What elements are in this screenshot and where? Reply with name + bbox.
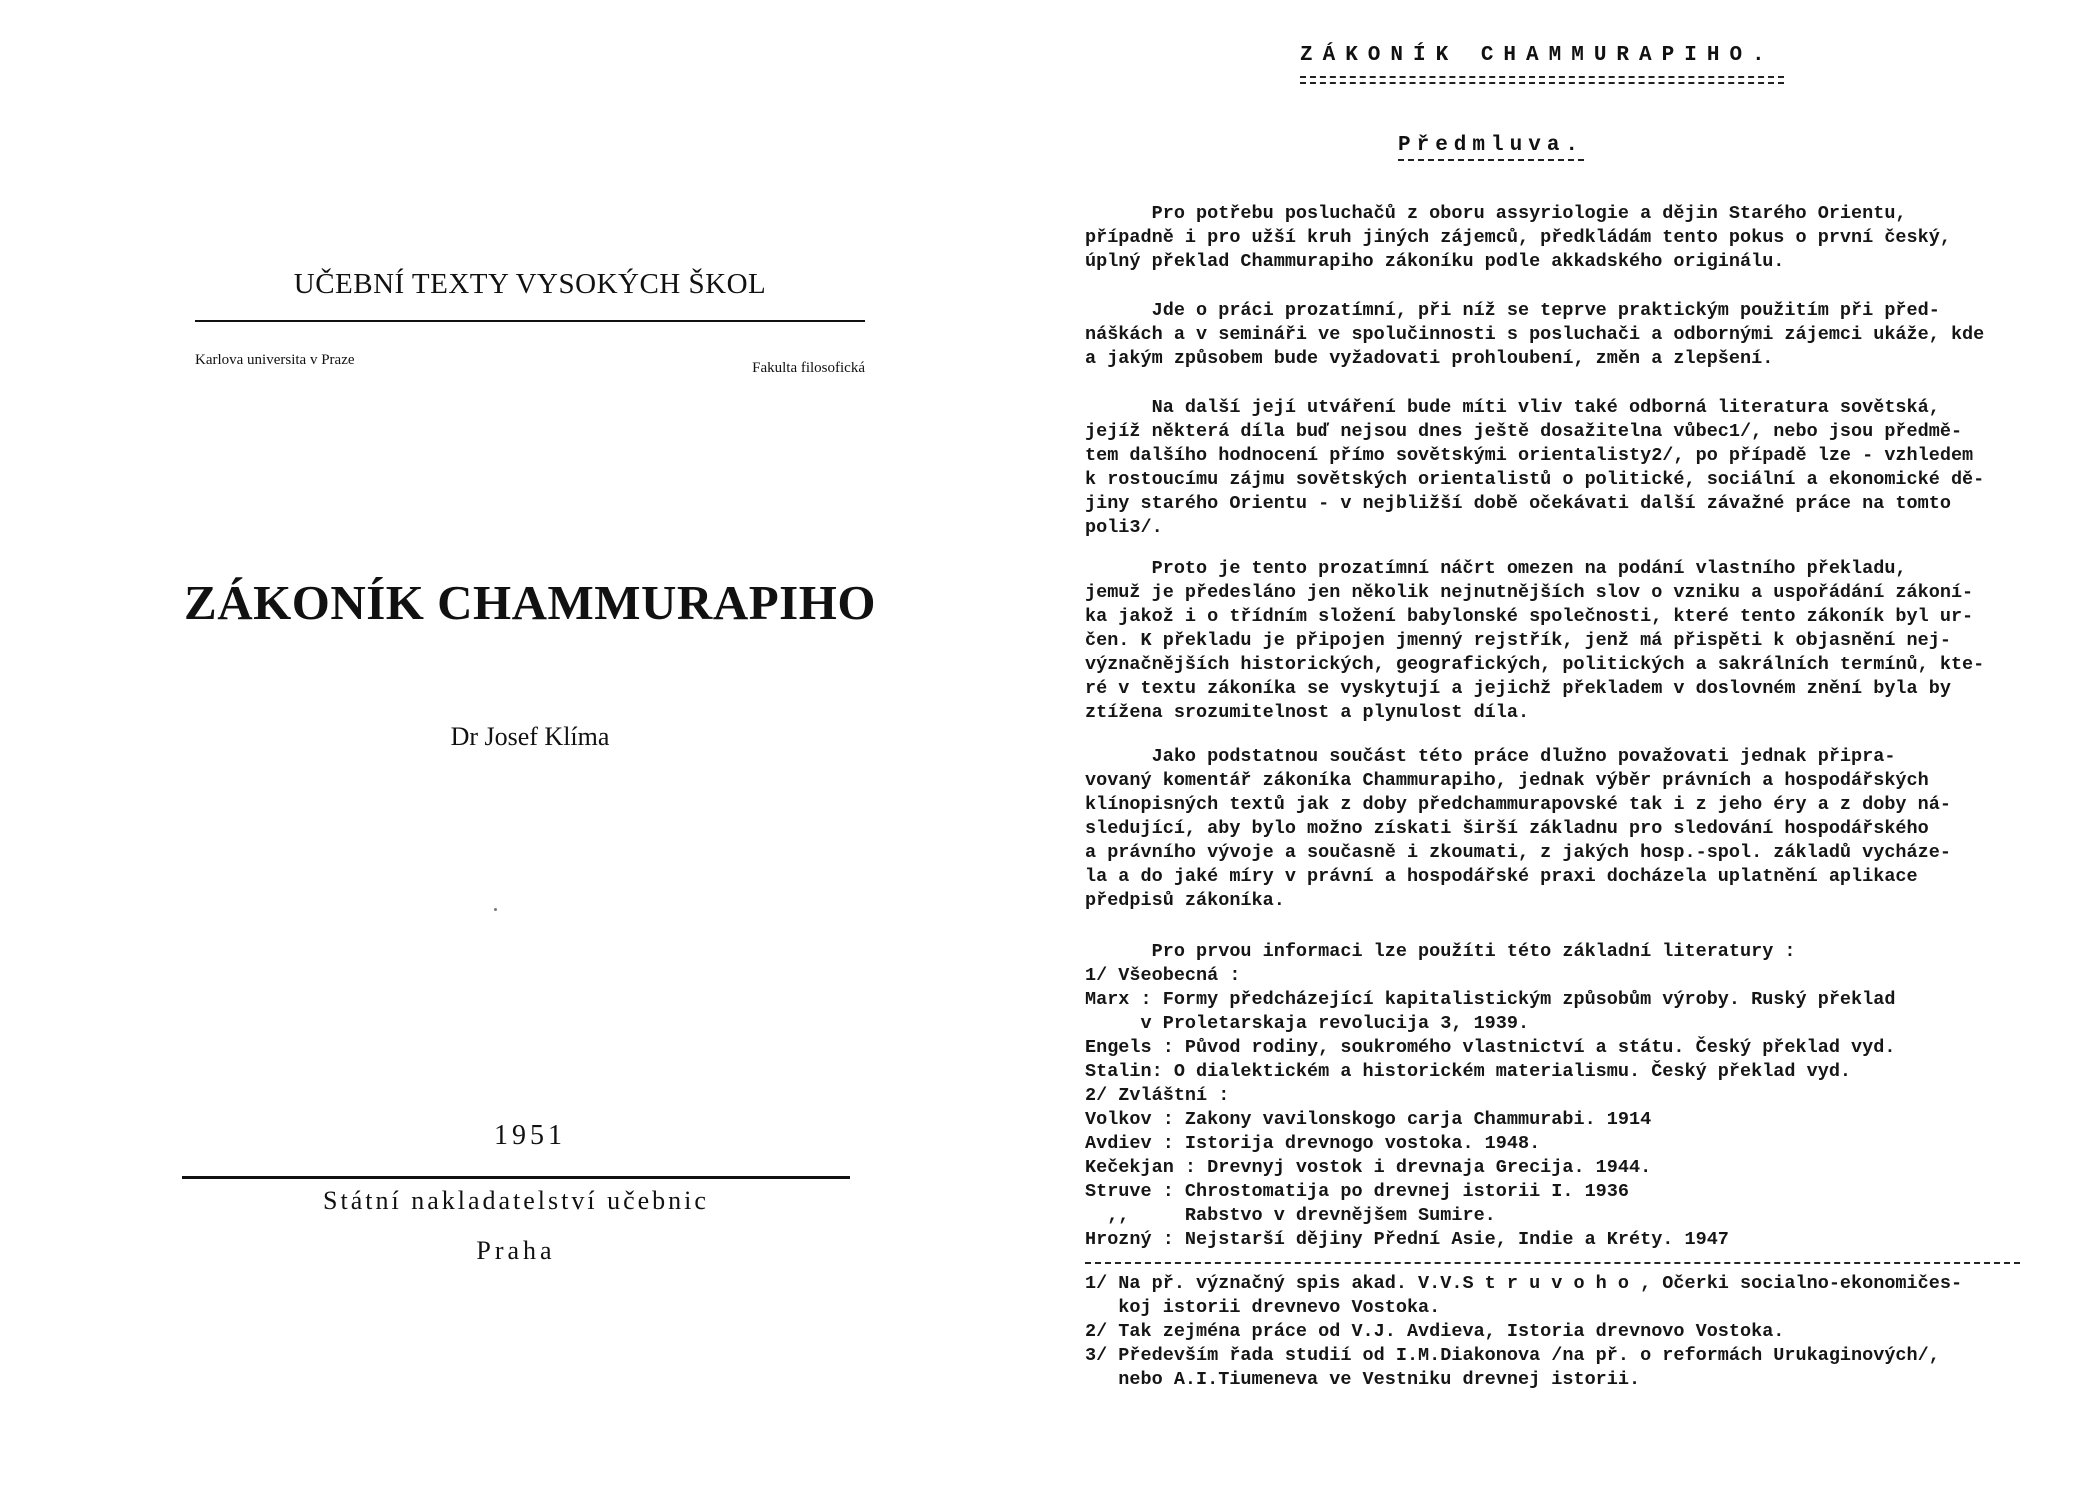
paragraph: Jde o práci prozatímní, při níž se teprve praktickým použitím při před- náškách a v semináři ve spolučinnosti s posluchači a odbornými zájemci ukáže, kde a jakým způsobem bude vyžadovati prohloubení, změn a zlepšení.	[1085, 300, 1985, 369]
paragraph: Pro potřebu posluchačů z oboru assyriologie a dějin Starého Orientu, případně i pro užší kruh jiných zájemců, předkládám tento pokus o první český, úplný překlad Chammurapiho zákoníku podle akkadského originálu.	[1085, 203, 1951, 272]
publisher: Státní nakladatelství učebnic	[323, 1186, 709, 1215]
divider	[195, 320, 865, 322]
paragraph: Na další její utváření bude míti vliv také odborná literatura sovětská, jejíž některá díla buď nejsou dnes ještě dosažitelna vůbec1/, nebo jsou předmě- tem dalšího hodnocení přímo sovětskými orientalisty2/, po případě lze - vzhledem k rostoucímu zájmu sovětských orientalistů o politické, sociální a ekonomické dě- jiny starého Orientu - v nejbližší době očekávati další závažné práce na tomto poli3/.	[1085, 397, 1985, 538]
footnotes: 1/ Na př. význačný spis akad. V.V.S t r u v o h o , Očerki socialno-ekonomičes- koj istorii drevnevo Vostoka. 2/ Tak zejména práce od V.J. Avdieva, Istoria drevnovo Vostoka. 3/ Především řada studií od I.M.Diakonova /na př. o reformách Urukaginových/, nebo A.I.Tiumeneva ve Vestniku drevnej istorii.	[1085, 1273, 1963, 1390]
title-underline	[1300, 76, 1784, 84]
university-label: Karlova universita v Praze	[195, 352, 355, 368]
publication-city: Praha	[476, 1236, 556, 1265]
series-title: UČEBNÍ TEXTY VYSOKÝCH ŠKOL	[293, 268, 767, 300]
divider	[182, 1176, 850, 1179]
author: Dr Josef Klíma	[450, 722, 610, 751]
faculty-label: Fakulta filosofická	[752, 360, 865, 376]
literature-list: Pro prvou informaci lze použíti této základní literatury : 1/ Všeobecná : Marx : Formy předcházející kapitalistickým způsobům výroby. Ruský překlad v Proletarskaja revolucija 3, 1939. Engels : Původ rodiny, soukromého vlastnictví a státu. Český překlad vyd. Stalin: O dialektickém a historickém materialismu. Český překlad vyd. 2/ Zvláštní : Volkov : Zakony vavilonskogo carja Chammurabi. 1914 Avdiev : Istorija drevnogo vostoka. 1948. Kečekjan : Drevnyj vostok i drevnaja Grecija. 1944. Struve : Chrostomatija po drevnej istorii I. 1936 ,, Rabstvo v drevnějšem Sumire. Hrozný : Nejstarší dějiny Přední Asie, Indie a Kréty. 1947	[1085, 941, 1896, 1250]
publication-year: 1951	[494, 1120, 566, 1151]
title-page	[0, 0, 1040, 1500]
paragraph: Proto je tento prozatímní náčrt omezen na podání vlastního překladu, jemuž je předesláno jen několik nejnutnějších slov o vzniku a uspořádání zákoní- ka jakož i o třídním složení babylonské společnosti, které tento zákoník byl ur- čen. K překladu je připojen jmenný rejstřík, jenž má přispěti k objasnění nej- význačnějších historických, geografických, politických a sakrálních termínů, kte- ré v textu zákoníka se vyskytují a jejichž překladem v doslovném znění byla by ztížena srozumitelnost a plynulost díla.	[1085, 558, 1985, 723]
paragraph: Jako podstatnou součást této práce dlužno považovati jednak připra- vovaný komentář zákoníka Chammurapiho, jednak výběr právních a hospodářských klínopisných textů jak z doby předchammurapovské tak i z jeho éry a z doby ná- sledující, aby bylo možno získati širší základnu pro sledování hospodářského a právního vývoje a současně i zkoumati, z jakých hosp.-spol. základů vycháze- la a do jaké míry v právní a hospodářské praxi docházela uplatnění aplikace předpisů zákoníka.	[1085, 746, 1951, 911]
preface-heading: Předmluva.	[1398, 134, 1584, 161]
footnote-rule	[1085, 1262, 2020, 1264]
book-title: ZÁKONÍK CHAMMURAPIHO	[184, 575, 876, 630]
document-title: ZÁKONÍK CHAMMURAPIHO.	[1300, 44, 1775, 67]
speck	[494, 908, 497, 911]
